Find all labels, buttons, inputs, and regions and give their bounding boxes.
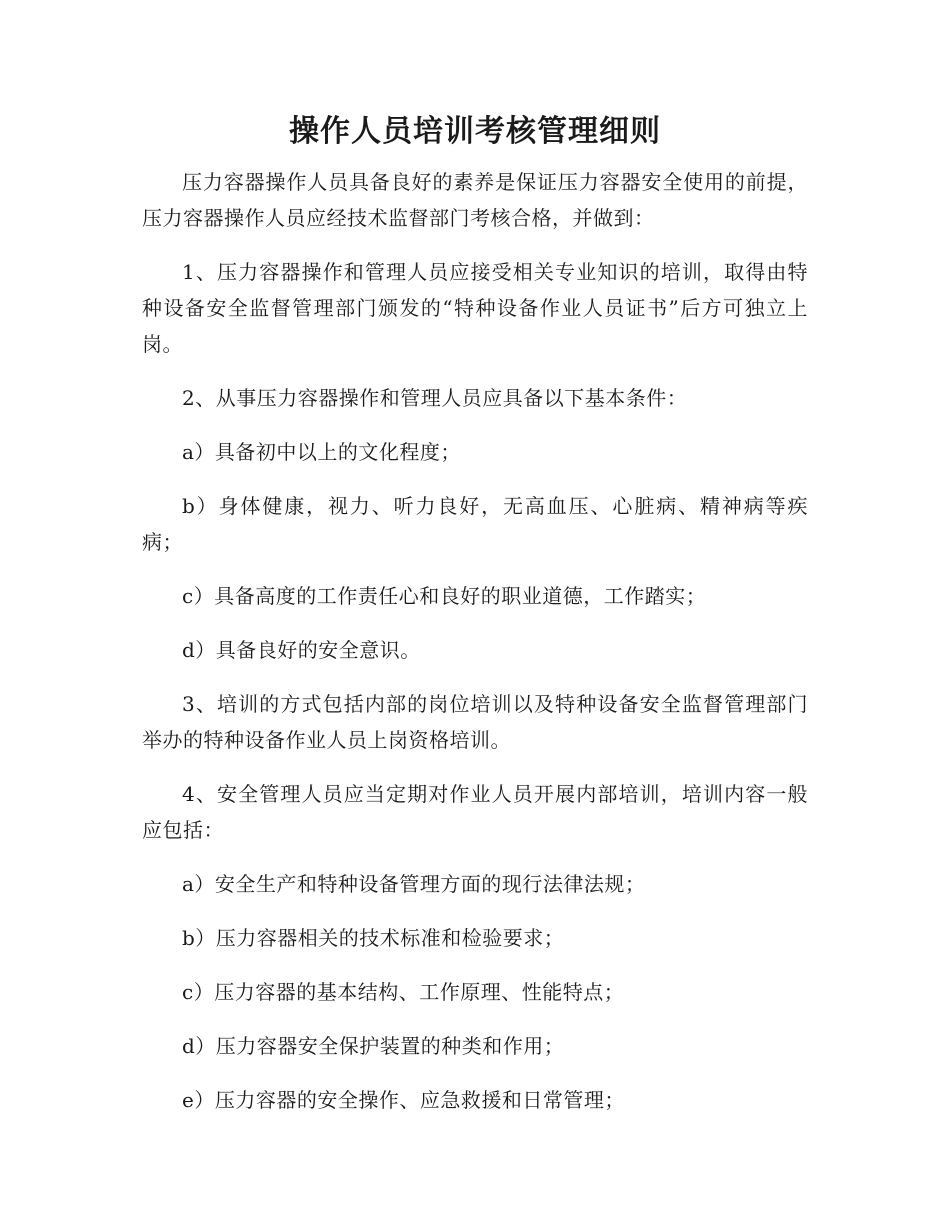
paragraph-item-4a: a）安全生产和特种设备管理方面的现行法律法规； bbox=[182, 872, 646, 896]
paragraph-item-4: 4、安全管理人员应当定期对作业人员开展内部培训，培训内容一般应包括： bbox=[142, 782, 808, 842]
paragraph-item-4b: b）压力容器相关的技术标准和检验要求； bbox=[182, 926, 565, 950]
paragraph-item-2: 2、从事压力容器操作和管理人员应具备以下基本条件： bbox=[182, 386, 688, 410]
paragraph-item-1: 1、压力容器操作和管理人员应接受相关专业知识的培训，取得由特种设备安全监督管理部门颁发的“特种设备作业人员证书”后方可独立上岗。 bbox=[142, 260, 808, 356]
paragraph-item-2c: c）具备高度的工作责任心和良好的职业道德，工作踏实； bbox=[182, 584, 707, 608]
paragraph-intro: 压力容器操作人员具备良好的素养是保证压力容器安全使用的前提，压力容器操作人员应经技术监督部门考核合格，并做到： bbox=[142, 170, 808, 230]
paragraph-item-2d: d）具备良好的安全意识。 bbox=[182, 638, 421, 662]
document-title: 操作人员培训考核管理细则 bbox=[289, 114, 661, 149]
document-body bbox=[142, 164, 808, 1136]
paragraph-item-4e: e）压力容器的安全操作、应急救援和日常管理； bbox=[182, 1088, 625, 1112]
paragraph-item-2b: b）身体健康，视力、听力良好，无高血压、心脏病、精神病等疾病； bbox=[142, 494, 808, 554]
paragraph-item-4d: d）压力容器安全保护装置的种类和作用； bbox=[182, 1034, 565, 1058]
paragraph-item-2a: a）具备初中以上的文化程度； bbox=[182, 440, 461, 464]
paragraph-item-3: 3、培训的方式包括内部的岗位培训以及特种设备安全监督管理部门举办的特种设备作业人员上岗资格培训。 bbox=[142, 692, 808, 752]
paragraph-item-4c: c）压力容器的基本结构、工作原理、性能特点； bbox=[182, 980, 625, 1004]
